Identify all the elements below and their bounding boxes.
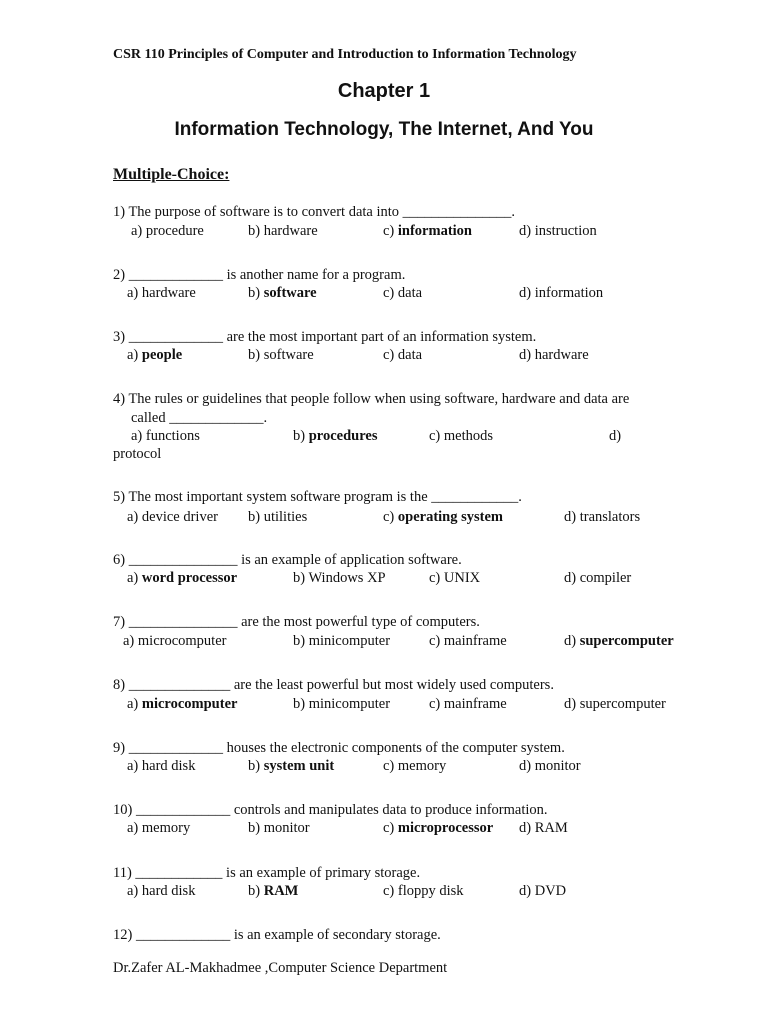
q9-option-b: b) system unit [248,758,335,774]
question-11: 11) ____________ is an example of primary storage. [113,865,421,881]
question-5: 5) The most important system software program is the ____________. [113,489,522,505]
q11-option-a: a) hard disk [127,883,196,899]
q4-option-d: d) [609,428,622,444]
q5-option-a: a) device driver [127,509,218,525]
question-3: 3) _____________ are the most important part of an information system. [113,329,537,345]
question-8: 8) ______________ are the least powerful but most widely used computers. [113,677,554,693]
q10-option-b: b) monitor [248,820,310,836]
question-12: 12) _____________ is an example of secondary storage. [113,927,441,943]
q2-option-a: a) hardware [127,285,196,301]
q7-option-b: b) minicomputer [293,633,391,649]
q6-option-b: b) Windows XP [293,570,386,586]
question-9: 9) _____________ houses the electronic components of the computer system. [113,740,565,756]
question-1: 1) The purpose of software is to convert data into _______________. [113,204,516,220]
q2-option-c: c) data [383,285,423,301]
q1-option-b: b) hardware [248,223,318,239]
question-10: 10) _____________ controls and manipulates data to produce information. [113,802,548,818]
page-footer: Dr.Zafer AL-Makhadmee ,Computer Science Department [113,960,448,976]
q4-option-b: b) procedures [293,428,378,444]
q8-option-d: d) supercomputer [564,696,666,712]
question-4-continuation: called _____________. [131,410,268,426]
q2-answer: software [263,285,317,301]
q2-option-d: d) information [519,285,604,301]
q10-option-c: c) microprocessor [383,820,494,836]
q3-answer: people [141,347,183,363]
q3-option-a: a) people [127,347,183,363]
q1-option-c: c) information [383,223,472,239]
q5-option-b: b) utilities [248,509,308,525]
q11-answer: RAM [263,883,299,899]
q1-option-a: a) procedure [131,223,204,239]
q11-option-b: b) RAM [248,883,299,899]
q3-option-b: b) software [248,347,314,363]
q11-option-d: d) DVD [519,883,567,899]
q10-answer: microprocessor [397,820,494,836]
q4-option-c: c) methods [429,428,494,444]
q1-answer: information [397,223,472,239]
q8-option-b: b) minicomputer [293,696,391,712]
q10-option-d: d) RAM [519,820,568,836]
q7-option-c: c) mainframe [429,633,507,649]
q4-option-d-text: protocol [113,446,162,462]
q9-option-d: d) monitor [519,758,581,774]
q9-option-a: a) hard disk [127,758,196,774]
q6-option-d: d) compiler [564,570,632,586]
course-title: CSR 110 Principles of Computer and Introduction to Information Technology [113,47,577,62]
q6-answer: word processor [141,570,238,586]
q3-option-d: d) hardware [519,347,589,363]
question-7: 7) _______________ are the most powerful type of computers. [113,614,480,630]
q2-option-b: b) software [248,285,317,301]
q11-option-c: c) floppy disk [383,883,464,899]
q4-answer: procedures [308,428,378,444]
q6-option-c: c) UNIX [429,570,481,586]
section-heading: Multiple-Choice: [113,166,230,183]
q5-option-d: d) translators [564,509,641,525]
q3-option-c: c) data [383,347,423,363]
q10-option-a: a) memory [127,820,191,836]
q8-answer: microcomputer [141,696,238,712]
chapter-heading: Chapter 1 [337,80,431,102]
q9-answer: system unit [263,758,335,774]
q7-option-a: a) microcomputer [123,633,227,649]
question-2: 2) _____________ is another name for a program. [113,267,406,283]
q9-option-c: c) memory [383,758,447,774]
q6-option-a: a) word processor [127,570,238,586]
q5-answer: operating system [397,509,504,525]
question-4: 4) The rules or guidelines that people follow when using software, hardware and data are [113,391,630,407]
q8-option-c: c) mainframe [429,696,507,712]
q5-option-c: c) operating system [383,509,504,525]
q7-answer: supercomputer [579,633,674,649]
q4-option-a: a) functions [131,428,200,444]
chapter-title: Information Technology, The Internet, And You [174,119,594,140]
q7-option-d: d) supercomputer [564,633,674,649]
question-6: 6) _______________ is an example of application software. [113,552,462,568]
q1-option-d: d) instruction [519,223,597,239]
q8-option-a: a) microcomputer [127,696,238,712]
